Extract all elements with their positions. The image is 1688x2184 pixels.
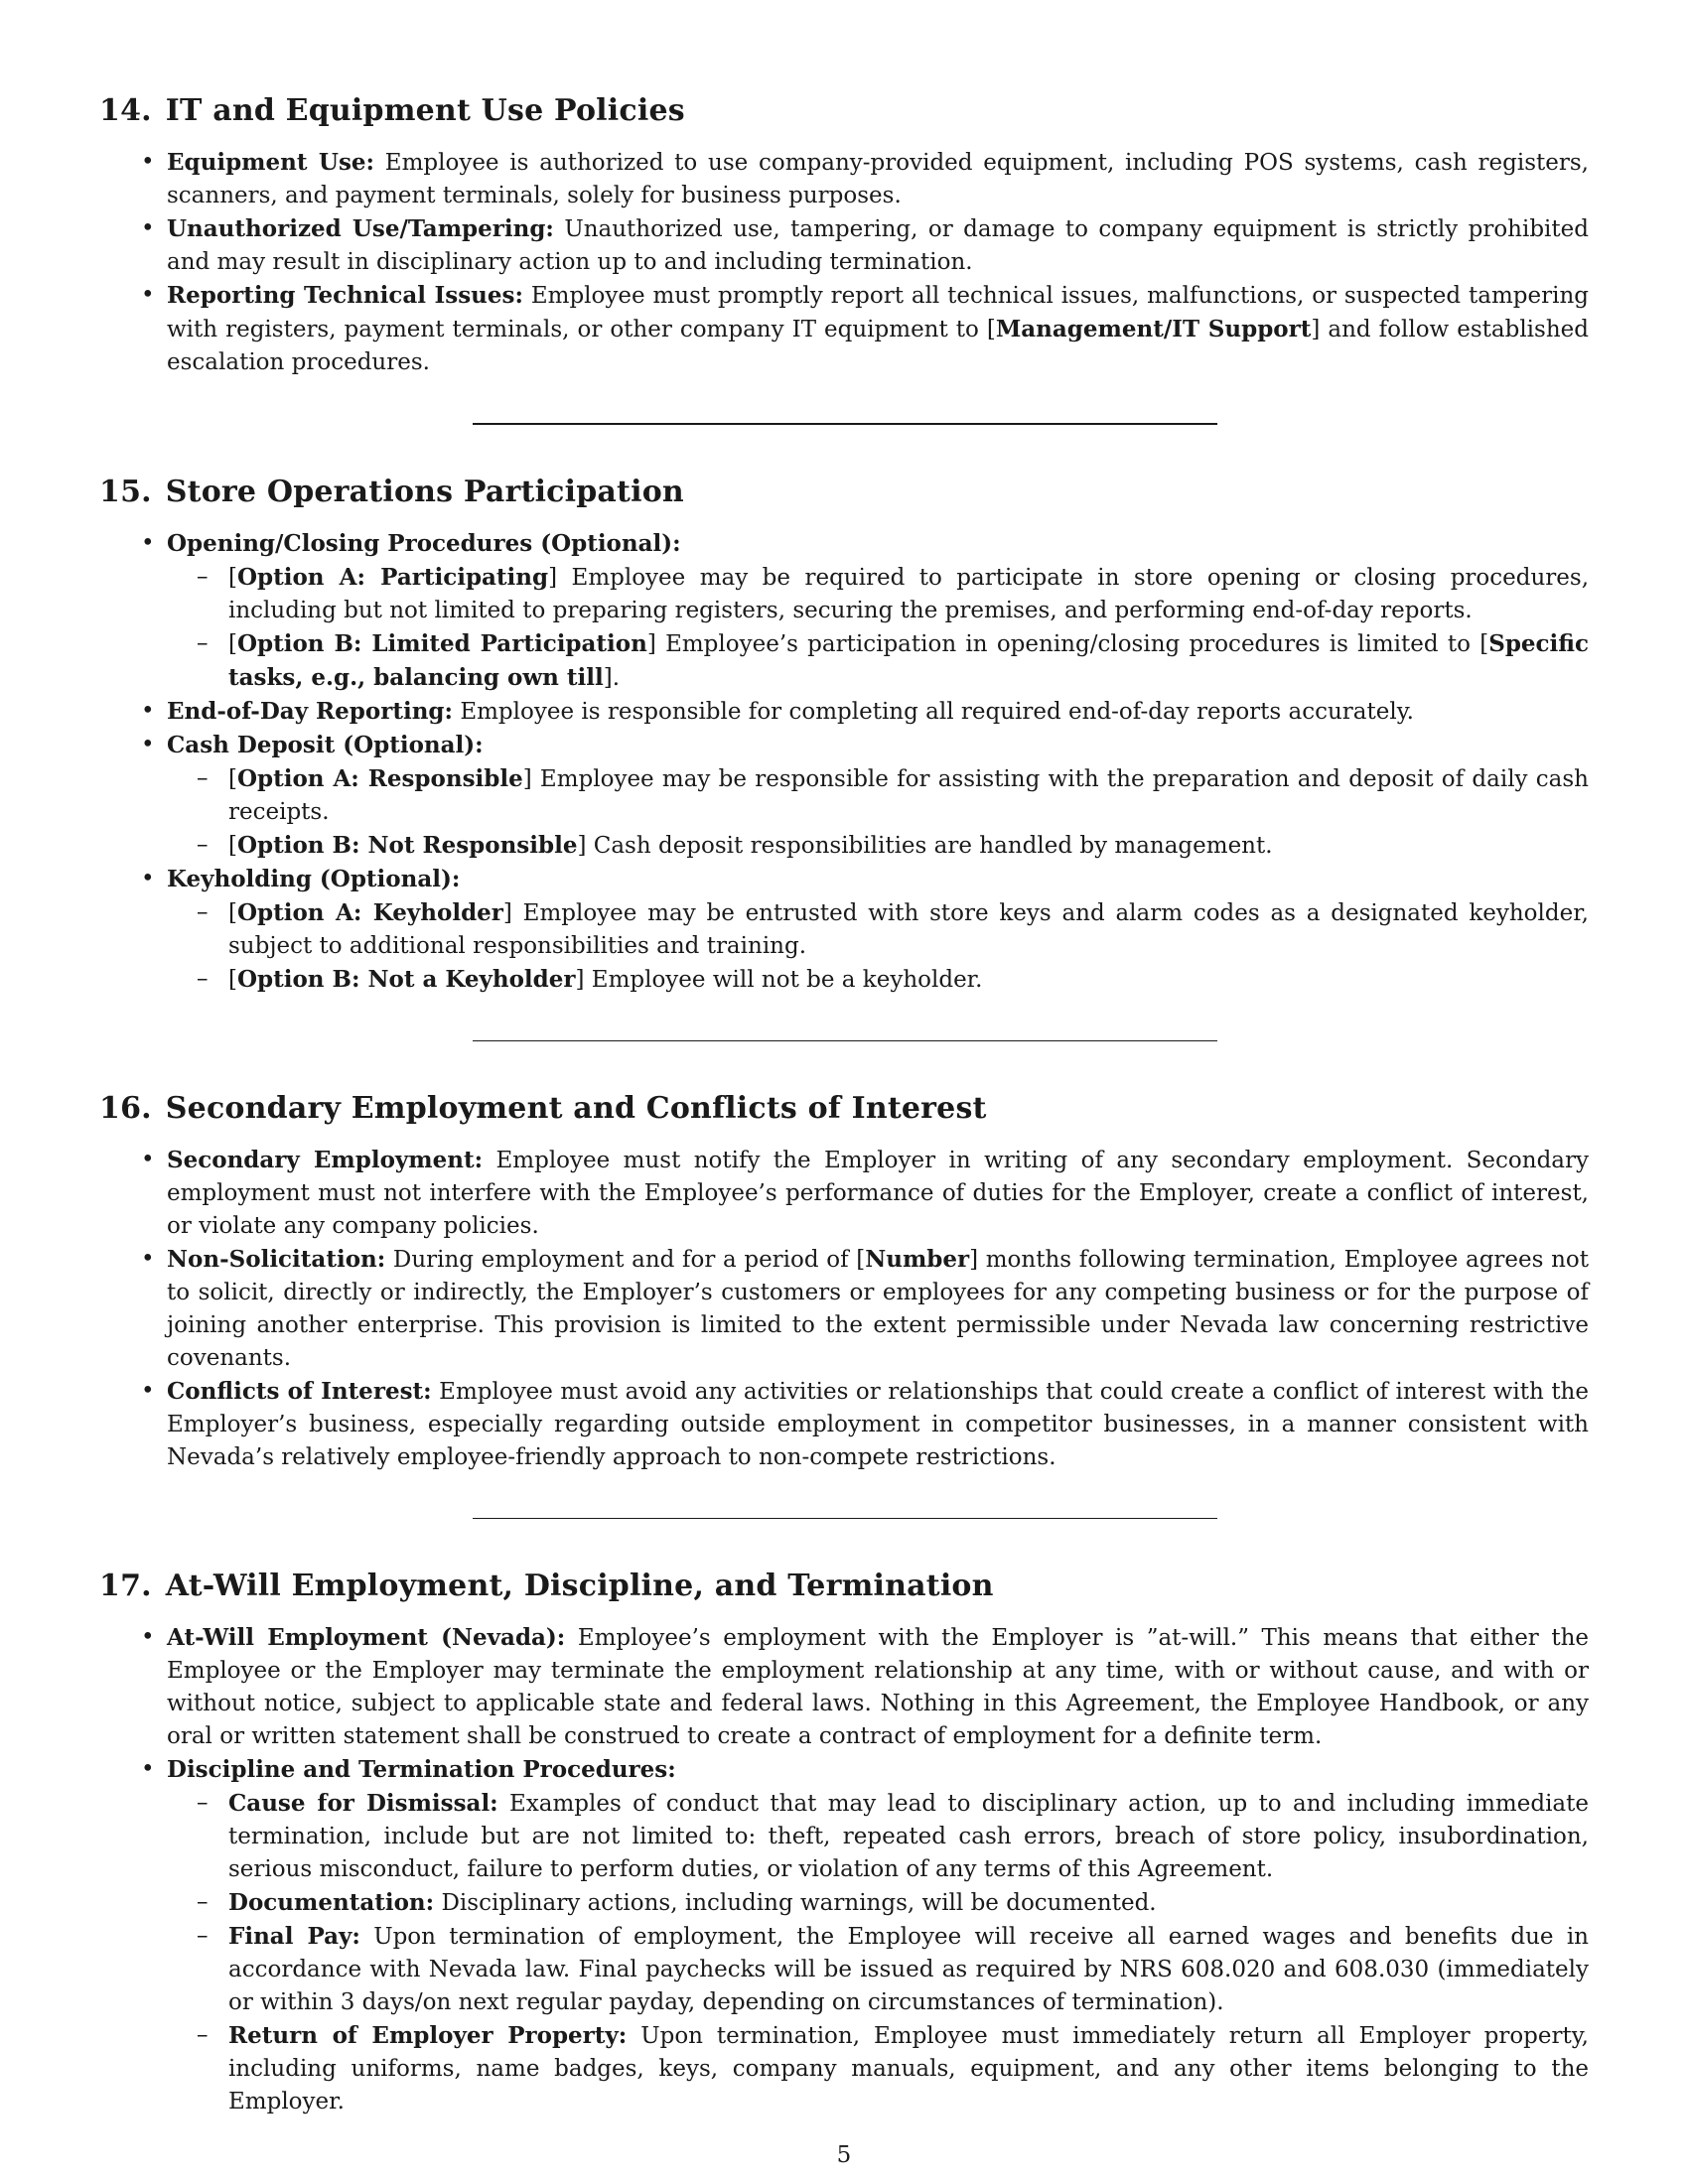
section-divider xyxy=(473,1518,1217,1519)
section-heading xyxy=(99,473,1589,511)
item-text: ] Employee may be required to participate in store opening or closing procedures, including but not limited to preparing registers, securing the premises, and performing end-of-day reports. xyxy=(228,565,1590,623)
section-16 xyxy=(99,1089,1589,1474)
section-title: Secondary Employment and Conflicts of Interest xyxy=(165,1091,987,1126)
item-label: Cash Deposit (Optional): xyxy=(167,732,484,758)
section-divider xyxy=(473,1040,1217,1041)
item-text: ] months following termination, Employee agrees not to solicit, directly or indirectly, the Employer’s customers or employees for any competing business or for the purpose of joining another enterprise. This provision is limited to the extent permissible under Nevada law concerning restrictive covenants. xyxy=(167,1247,1589,1371)
sub-list-item xyxy=(228,896,1589,963)
list-item xyxy=(167,1375,1589,1474)
option-label: Documentation: xyxy=(228,1889,435,1916)
list-item xyxy=(167,863,1589,997)
item-text: ] Employee’s participation in opening/closing procedures is limited to [ xyxy=(646,631,1489,657)
item-label: Non-Solicitation: xyxy=(167,1246,386,1273)
item-text: ] Employee may be responsible for assisting with the preparation and deposit of daily cash receipts. xyxy=(228,766,1589,825)
item-text: Employee is authorized to use company-provided equipment, including POS systems, cash registers, scanners, and payment terminals, solely for business purposes. xyxy=(167,150,1589,208)
item-label: Secondary Employment: xyxy=(167,1147,484,1173)
item-text: During employment and for a period of [ xyxy=(385,1247,866,1273)
section-heading xyxy=(99,91,1589,130)
option-label: Option B: Limited Participation xyxy=(236,630,647,657)
sub-list-item xyxy=(228,963,1589,997)
section-title: IT and Equipment Use Policies xyxy=(165,93,685,128)
sub-list-item xyxy=(228,1920,1589,2019)
list-item xyxy=(167,279,1589,379)
section-number: 16. xyxy=(99,1091,152,1126)
item-text: ] Employee may be entrusted with store keys and alarm codes as a designated keyholder, subject to additional responsibilities and training. xyxy=(228,900,1589,959)
item-text: Employee is responsible for completing all required end-of-day reports accurately. xyxy=(453,699,1414,725)
section-title: At-Will Employment, Discipline, and Termination xyxy=(165,1569,994,1603)
bracket: [ xyxy=(228,900,237,926)
bracket: [ xyxy=(228,766,237,792)
list-item xyxy=(167,212,1589,279)
page-number: 5 xyxy=(836,2142,852,2168)
bracket: [ xyxy=(228,833,237,859)
item-text: Employee must avoid any activities or relationships that could create a conflict of interest with the Employer’s business, especially regarding outside employment in competitor businesses, in a manner consistent with Nevada’s relatively employee-friendly approach to non-compete restrictions. xyxy=(167,1379,1589,1470)
section-number: 14. xyxy=(99,93,152,128)
item-label: At-Will Employment (Nevada): xyxy=(167,1624,566,1651)
option-label: Option A: Responsible xyxy=(236,765,523,792)
item-text: ] Employee will not be a keyholder. xyxy=(575,967,983,993)
list-item xyxy=(167,1753,1589,2118)
page-content xyxy=(99,91,1589,2118)
item-label: Conflicts of Interest: xyxy=(167,1378,432,1405)
list-item xyxy=(167,1243,1589,1375)
item-text: Employee’s employment with the Employer is ”at-will.” This means that either the Employee or the Employer may terminate the employment relationship at any time, with or without cause, and with or without notice, subject to applicable state and federal laws. Nothing in this Agreement, the Employee Handbook, or any oral or written statement shall be construed to create a contract of employment for a definite term. xyxy=(167,1625,1589,1749)
item-label: End-of-Day Reporting: xyxy=(167,698,454,725)
section-14 xyxy=(99,91,1589,379)
sub-list xyxy=(167,762,1589,863)
section-17 xyxy=(99,1567,1589,2118)
option-label: Option B: Not a Keyholder xyxy=(236,966,576,993)
option-label: Cause for Dismissal: xyxy=(228,1790,498,1817)
sub-list-item xyxy=(228,1787,1589,1886)
bracket: [ xyxy=(228,967,237,993)
item-label: Unauthorized Use/Tampering: xyxy=(167,215,554,242)
section-15 xyxy=(99,473,1589,997)
item-label: Opening/Closing Procedures (Optional): xyxy=(167,530,681,557)
bullet-list xyxy=(99,1621,1589,2118)
item-label: Reporting Technical Issues: xyxy=(167,282,523,309)
section-title: Store Operations Participation xyxy=(165,475,684,509)
sub-list-item xyxy=(228,627,1589,695)
option-label: Final Pay: xyxy=(228,1923,360,1950)
option-label: Option A: Participating xyxy=(236,564,549,591)
bullet-list xyxy=(99,146,1589,379)
list-item xyxy=(167,695,1589,729)
bullet-list xyxy=(99,1144,1589,1474)
item-text: ]. xyxy=(603,665,621,691)
section-divider xyxy=(473,423,1217,425)
item-label: Discipline and Termination Procedures: xyxy=(167,1756,676,1783)
sub-list xyxy=(167,1787,1589,2118)
sub-list-item xyxy=(228,762,1589,829)
item-text: Upon termination of employment, the Employee will receive all earned wages and benefits due in accordance with Nevada law. Final paychecks will be issued as required by NRS 608.020 and 608.030 (immediately or within 3 days/on next regular payday, depending on circumstances of termination). xyxy=(228,1924,1589,2015)
list-item xyxy=(167,146,1589,212)
section-heading xyxy=(99,1089,1589,1128)
sub-list xyxy=(167,896,1589,997)
item-text: Employee must notify the Employer in writing of any secondary employment. Secondary employment must not interfere with the Employee’s performance of duties for the Employer, create a conflict of interest, or violate any company policies. xyxy=(167,1148,1590,1239)
item-label: Equipment Use: xyxy=(167,149,375,176)
item-text: Upon termination, Employee must immediately return all Employer property, including uniforms, name badges, keys, company manuals, equipment, and any other items belonging to the Employer. xyxy=(228,2023,1589,2115)
item-text: ] Cash deposit responsibilities are handled by management. xyxy=(577,833,1273,859)
bracket: [ xyxy=(228,631,237,657)
item-text: Unauthorized use, tampering, or damage to company equipment is strictly prohibited and may result in disciplinary action up to and including termination. xyxy=(167,216,1589,275)
sub-list-item xyxy=(228,1886,1589,1920)
placeholder-text: Specific tasks, e.g., balancing own till xyxy=(228,630,1589,691)
sub-list-item xyxy=(228,2019,1589,2118)
bracket: [ xyxy=(228,565,237,591)
placeholder-text: Number xyxy=(865,1246,970,1273)
item-text: Examples of conduct that may lead to disciplinary action, up to and including immediate termination, include but are not limited to: theft, repeated cash errors, breach of store policy, insubordination, serious misconduct, failure to perform duties, or violation of any terms of this Agreement. xyxy=(228,1791,1589,1882)
placeholder-text: Management/IT Support xyxy=(995,316,1312,342)
item-text: ] and follow established escalation procedures. xyxy=(167,317,1589,375)
item-label: Keyholding (Optional): xyxy=(167,866,461,892)
section-number: 15. xyxy=(99,475,152,509)
list-item xyxy=(167,1144,1589,1243)
bullet-list xyxy=(99,527,1589,997)
sub-list-item xyxy=(228,561,1589,627)
option-label: Return of Employer Property: xyxy=(228,2022,628,2049)
list-item xyxy=(167,527,1589,695)
item-text: Employee must promptly report all technical issues, malfunctions, or suspected tampering with registers, payment terminals, or other company IT equipment to [ xyxy=(167,283,1589,342)
item-text: Disciplinary actions, including warnings, will be documented. xyxy=(434,1890,1157,1916)
sub-list xyxy=(167,561,1589,695)
sub-list-item xyxy=(228,829,1589,863)
section-heading xyxy=(99,1567,1589,1605)
list-item xyxy=(167,729,1589,863)
list-item xyxy=(167,1621,1589,1753)
option-label: Option B: Not Responsible xyxy=(236,832,578,859)
option-label: Option A: Keyholder xyxy=(236,899,503,926)
section-number: 17. xyxy=(99,1569,152,1603)
